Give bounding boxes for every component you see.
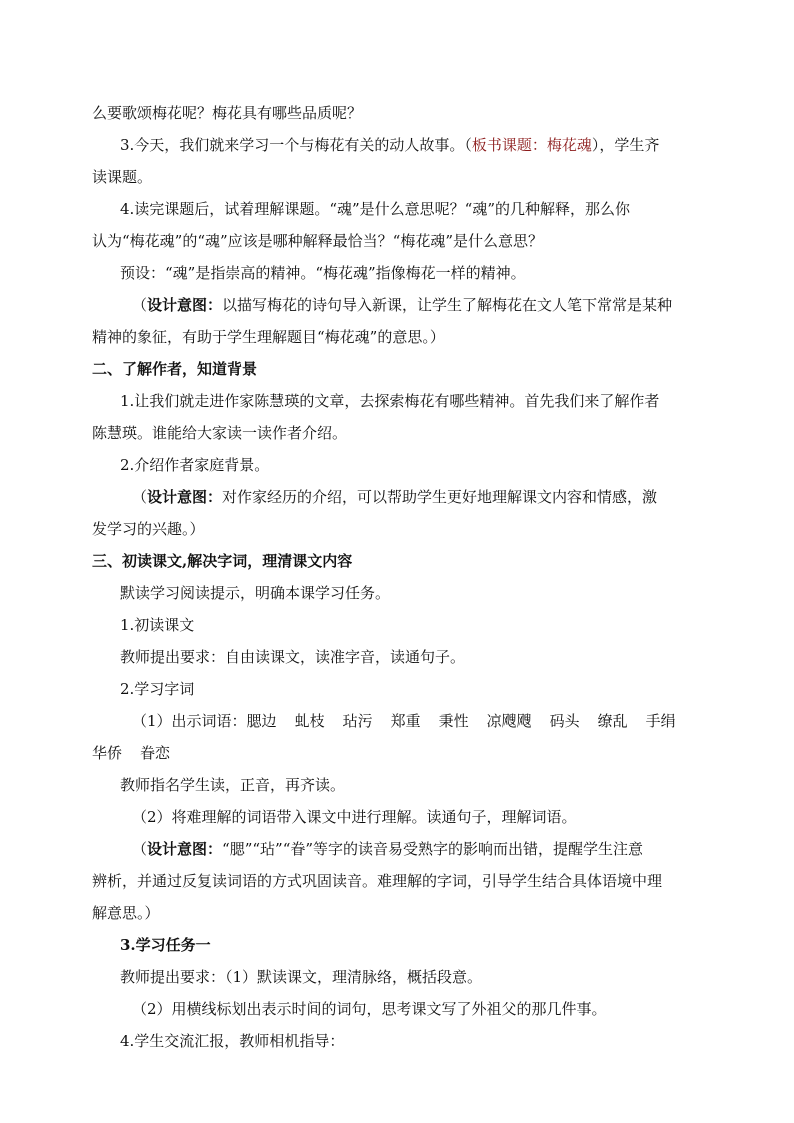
vocab-word: 虬枝 — [294, 712, 325, 730]
vocab-word: 玷污 — [342, 712, 373, 730]
vocab-word: 缭乱 — [597, 712, 628, 730]
vocab-word: 郑重 — [390, 712, 421, 730]
paragraph-line: 么要歌颂梅花呢？梅花具有哪些品质呢？ — [92, 104, 363, 122]
paragraph-line: （2）用横线标划出表示时间的词句，思考课文写了外祖父的那几件事。 — [132, 1000, 607, 1018]
paragraph-line: 陈慧瑛。谁能给大家读一读作者介绍。 — [92, 424, 348, 442]
paragraph-line: 教师提出要求：（1）默读课文，理清脉络，概括段意。 — [120, 968, 483, 986]
vocab-word: 凉飕飕 — [486, 712, 532, 730]
paragraph-line: 4.学生交流汇报，教师相机指导： — [120, 1032, 345, 1050]
paragraph-line: （2）将难理解的词语带入课文中进行理解。读通句子，理解词语。 — [132, 808, 577, 826]
vocab-word: 眷恋 — [140, 744, 171, 762]
subsection-heading: 3.学习任务一 — [120, 936, 211, 954]
design-intent-line: （设计意图：“腮”“玷”“眷”等字的读音易受熟字的影响而出错，提醒学生注意 — [132, 840, 644, 858]
paragraph-line: 预设：“魂”是指崇高的精神。“梅花魂”指像梅花一样的精神。 — [120, 264, 526, 282]
vocab-line — [92, 743, 170, 763]
vocab-word: 秉性 — [438, 712, 469, 730]
vocab-prefix: （1）出示词语： — [132, 712, 247, 730]
section-heading: 三、初读课文,解决字词，理清课文内容 — [92, 552, 353, 570]
paragraph-line: 教师指名学生读，正音，再齐读。 — [120, 776, 346, 794]
paragraph-line: 精神的象征，有助于学生理解题目“梅花魂”的意思。） — [92, 328, 445, 346]
paragraph-line: 读课题。 — [92, 168, 153, 186]
vocab-word: 腮边 — [246, 712, 277, 730]
paragraph-line: 教师提出要求：自由读课文，读准字音，读通句子。 — [120, 648, 466, 666]
paragraph-line: 认为“梅花魂”的“魂”应该是哪种解释最恰当？“梅花魂”是什么意思？ — [92, 232, 544, 250]
vocab-word: 华侨 — [92, 744, 123, 762]
design-intent-label: 设计意图： — [147, 296, 223, 314]
design-intent-label: 设计意图： — [147, 840, 223, 858]
paragraph-line: 1.初读课文 — [120, 616, 195, 634]
vocab-word: 手绢 — [645, 712, 676, 730]
board-title-annotation: 板书课题：梅花魂 — [471, 136, 592, 154]
vocab-word: 码头 — [549, 712, 580, 730]
design-intent-line: （设计意图：以描写梅花的诗句导入新课，让学生了解梅花在文人笔下常常是某种 — [132, 296, 673, 314]
paragraph-line: 2.介绍作者家庭背景。 — [120, 456, 270, 474]
paragraph-line: 4.读完课题后，试着理解课题。“魂”是什么意思呢？“魂”的几种解释，那么你 — [120, 200, 630, 218]
paragraph-line: 辨析，并通过反复读词语的方式巩固读音。难理解的字词，引导学生结合具体语境中理 — [92, 872, 663, 890]
paragraph-line: 1.让我们就走进作家陈慧瑛的文章，去探索梅花有哪些精神。首先我们来了解作者 — [120, 392, 660, 410]
paragraph-line: 2.学习字词 — [120, 680, 195, 698]
vocab-line — [132, 711, 676, 731]
paragraph-line: 发学习的兴趣。） — [92, 520, 205, 538]
paragraph-line: 3.今天，我们就来学习一个与梅花有关的动人故事。（板书课题：梅花魂），学生齐 — [120, 136, 660, 154]
design-intent-line: （设计意图：对作家经历的介绍，可以帮助学生更好地理解课文内容和情感，激 — [132, 488, 658, 506]
paragraph-line: 默读学习阅读提示，明确本课学习任务。 — [120, 584, 391, 602]
design-intent-label: 设计意图： — [147, 488, 223, 506]
section-heading: 二、了解作者，知道背景 — [92, 360, 258, 378]
paragraph-line: 解意思。） — [92, 904, 160, 922]
